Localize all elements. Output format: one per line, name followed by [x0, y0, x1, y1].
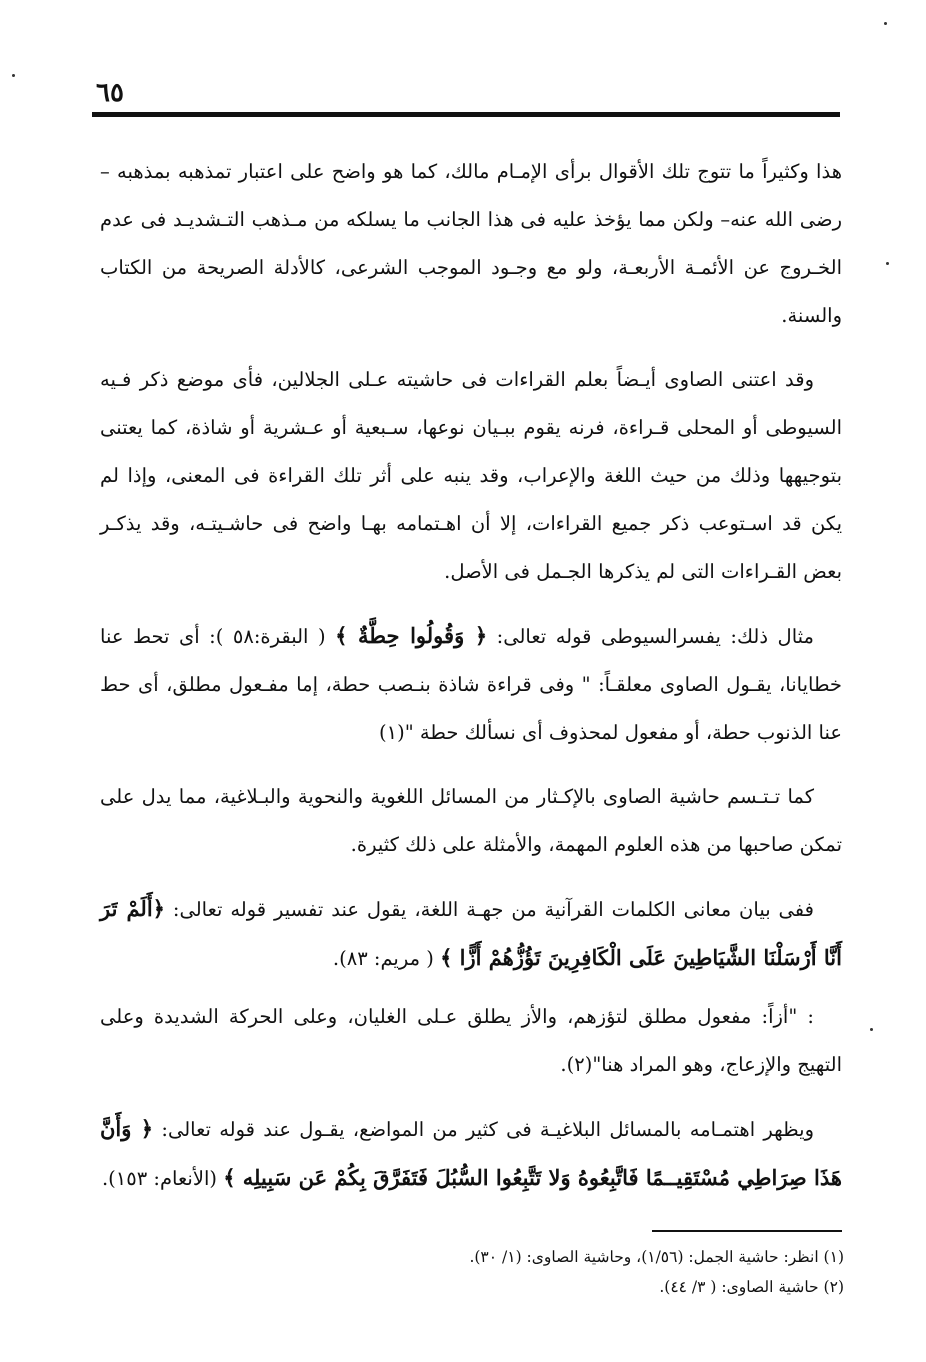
footnote-1: (١) انظر: حاشية الجمل: (١/٥٦)، وحاشية الصاوى: (١/ ٣٠).	[469, 1248, 844, 1266]
body-text	[100, 148, 842, 1219]
paragraph-5-rest: ( مريم: ٨٣).	[332, 947, 434, 970]
paragraph-3-rest: ( البقرة:٥٨ ): أى تحط عنا خطايانا، يقـول الصاوى معلقـاً: " وفى قراءة شاذة بنـصب حطة، إما مفـعول مطلق، أى حط عنا الذنوب حطة، أو مفعول لمحذوف أى نسألك حطة "(١)	[100, 625, 842, 744]
paragraph-5-intro: ففى بيان معانى الكلمات القرآنية من جهـة اللغة، يقول عند تفسير قوله تعالى:	[172, 898, 814, 921]
scan-speck	[884, 22, 887, 25]
footnotes	[300, 1242, 844, 1302]
scan-speck	[12, 74, 15, 77]
scan-speck	[886, 262, 889, 265]
paragraph-3-intro: مثال ذلك: يفسرالسيوطى قوله تعالى:	[496, 625, 815, 648]
header-rule	[92, 112, 840, 117]
paragraph-5	[100, 885, 842, 983]
paragraph-7	[100, 1105, 842, 1203]
scan-speck	[870, 1028, 873, 1031]
footnote-rule	[652, 1230, 842, 1232]
paragraph-7-intro: ويظهر اهتمـامه بالمسائل البلاغيـة فى كثير من المواضع، يقـول عند قوله تعالى:	[161, 1118, 814, 1141]
footnote-2: (٢) حاشية الصاوى: ( ٣/ ٤٤).	[659, 1278, 844, 1296]
quran-verse: ﴿ وَقُولُوا حِطَّةٌ ﴾	[335, 623, 488, 648]
paragraph-3	[100, 612, 842, 757]
paragraph-1: هذا وكثيراً ما تتوج تلك الأقوال برأى الإمـام مالك، كما هو واضح على اعتبار تمذهبه بمذهبه – رضى الله عنه– ولكن مما يؤخذ عليه فى هذا الجانب ما يسلكه من مـذهب التـشديـد فى عدم الخـروج عن الأئمـة الأربعـة، ولو مع وجـود الموجب الشرعى، كالأدلة الصريحة من الكتاب والسنة.	[100, 160, 842, 327]
paragraph-2: وقد اعتنى الصاوى أيـضاً بعلم القراءات فى حاشيته عـلى الجلالين، فأى موضع ذكر فـيه السيوطى أو المحلى قـراءة، فرنه يقوم ببـيان نوعها، سـبعية أو عـشرية أو شاذة، كما يعتنى بتوجيهها وذلك من حيث اللغة والإعراب، وقد ينبه على أثر تلك القراءة فى المعنى، وإذا لم يكن قد اسـتوعب ذكر جميع القراءات، إلا أن اهـتمامه بهـا واضح فى حاشـيتـه، وقد يذكـر بعض القـراءات التى لم يذكرها الجـمل فى الأصل.	[100, 368, 842, 583]
paragraph-4: كما تـتـسم حاشية الصاوى بالإكـثار من المسائل اللغوية والنحوية والبـلاغية، مما يدل على تمكن صاحبها من هذه العلوم المهمة، والأمثلة على ذلك كثيرة.	[100, 785, 842, 856]
quran-verse: ﴿ وَأَنَّ هَذَا صِرَاطِي مُسْتَقِيــمًا فَاتَّبِعُوهُ وَلا تَتَّبِعُوا السُّبُلَ فَتَفَرَّقَ بِكُمْ عَن سَبِيلِه ﴾	[100, 1116, 842, 1190]
page-number: ٦٥	[96, 78, 124, 108]
paragraph-7-rest: (الأنعام: ١٥٣).	[101, 1167, 217, 1190]
quran-verse: ﴿أَلَمْ تَرَ أَنَّا أَرْسَلْنَا الشَّيَاطِينَ عَلَى الْكَافِرِينَ تَؤُزُّهُمْ أَزًّا ﴾	[100, 896, 842, 970]
paragraph-6: : "أزاً: مفعول مطلق لتؤزهم، والأز يطلق عـلى الغليان، وعلى الحركة الشديدة وعلى التهيج والإزعاج، وهو المراد هنا"(٢).	[100, 1005, 842, 1076]
